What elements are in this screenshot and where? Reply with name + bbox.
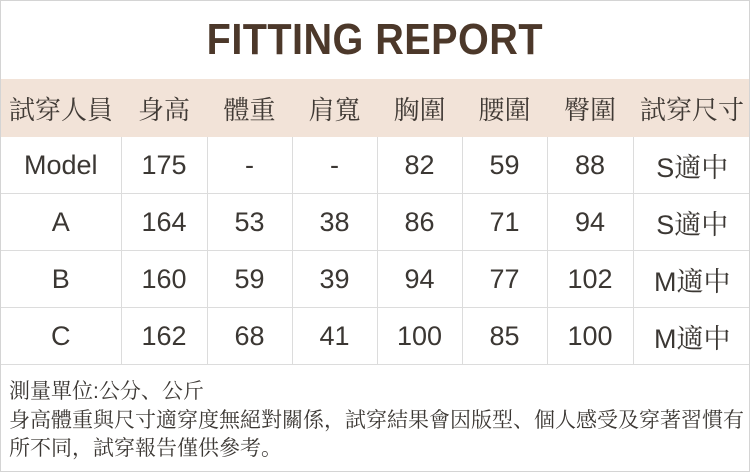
header-cell-bust: 胸圍 xyxy=(377,79,462,137)
table-cell: 53 xyxy=(207,194,292,251)
measurement-unit-note: 測量單位:公分、公斤 xyxy=(9,380,204,403)
header-cell-hip: 臀圍 xyxy=(547,79,633,137)
header-cell-weight: 體重 xyxy=(207,79,292,137)
footnotes xyxy=(1,365,749,463)
table-cell: C xyxy=(1,308,121,365)
title-bar xyxy=(1,1,749,79)
table-cell: B xyxy=(1,251,121,308)
table-cell: 175 xyxy=(121,137,207,194)
table-cell: Model xyxy=(1,137,121,194)
table-row-b xyxy=(1,251,750,308)
fitting-table xyxy=(1,79,750,365)
table-cell: 100 xyxy=(547,308,633,365)
header-cell-height: 身高 xyxy=(121,79,207,137)
table-cell: 59 xyxy=(462,137,547,194)
page-title: FITTING REPORT xyxy=(206,15,544,64)
table-cell: M適中 xyxy=(633,251,750,308)
table-cell: 68 xyxy=(207,308,292,365)
table-cell: 88 xyxy=(547,137,633,194)
table-cell: S適中 xyxy=(633,137,750,194)
header-cell-fit-size: 試穿尺寸 xyxy=(633,79,750,137)
table-row-model xyxy=(1,137,750,194)
table-cell: 39 xyxy=(292,251,377,308)
table-cell: - xyxy=(207,137,292,194)
table-cell: 71 xyxy=(462,194,547,251)
table-cell: 162 xyxy=(121,308,207,365)
table-cell: 41 xyxy=(292,308,377,365)
header-cell-shoulder: 肩寬 xyxy=(292,79,377,137)
header-cell-tester: 試穿人員 xyxy=(1,79,121,137)
table-row-a xyxy=(1,194,750,251)
table-cell: 160 xyxy=(121,251,207,308)
table-cell: 102 xyxy=(547,251,633,308)
table-cell: 77 xyxy=(462,251,547,308)
table-cell: 85 xyxy=(462,308,547,365)
table-cell: 38 xyxy=(292,194,377,251)
table-cell: - xyxy=(292,137,377,194)
disclaimer-note: 身高體重與尺寸適穿度無絕對關係，試穿結果會因版型、個人感受及穿著習慣有所不同，試穿報告僅供參考。 xyxy=(9,409,744,460)
table-cell: M適中 xyxy=(633,308,750,365)
table-cell: 82 xyxy=(377,137,462,194)
table-cell: A xyxy=(1,194,121,251)
table-row-c xyxy=(1,308,750,365)
header-cell-waist: 腰圍 xyxy=(462,79,547,137)
table-cell: 164 xyxy=(121,194,207,251)
header-row xyxy=(1,79,750,137)
table-cell: 86 xyxy=(377,194,462,251)
table-cell: 94 xyxy=(547,194,633,251)
table-cell: 59 xyxy=(207,251,292,308)
table-cell: 94 xyxy=(377,251,462,308)
table-cell: S適中 xyxy=(633,194,750,251)
table-cell: 100 xyxy=(377,308,462,365)
